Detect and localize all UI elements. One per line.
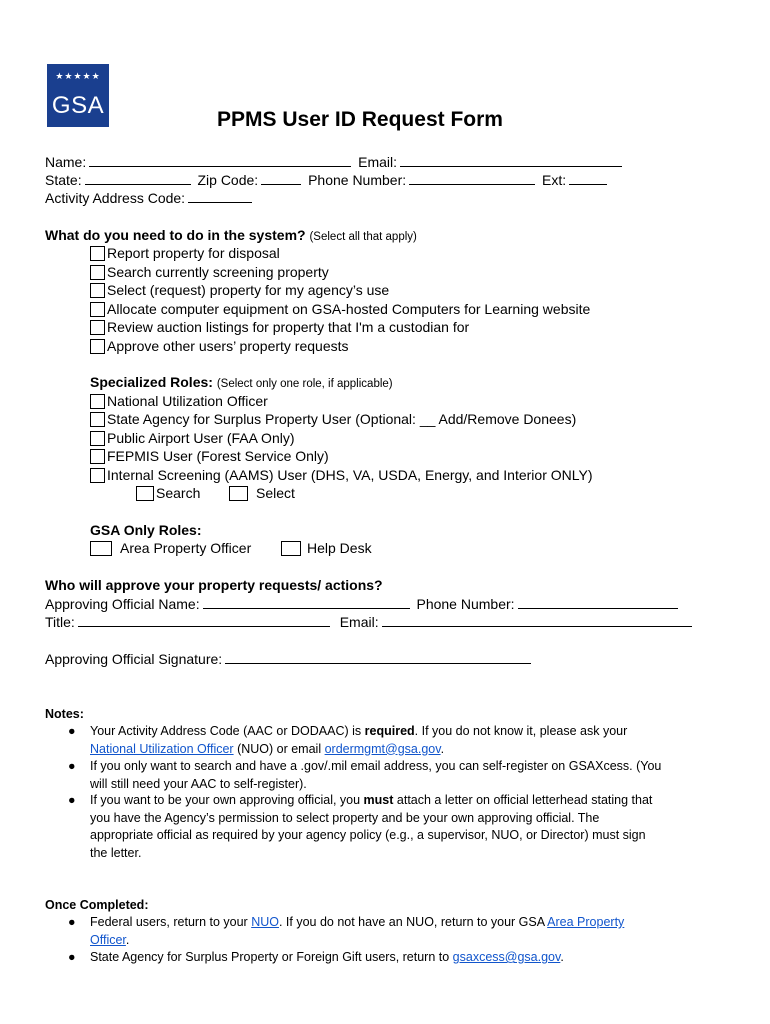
gsa-role-checkbox[interactable] — [281, 541, 301, 556]
row-approver-title-email — [45, 614, 695, 631]
gsa-role-checkbox[interactable] — [90, 541, 112, 556]
task-checkbox[interactable] — [90, 246, 105, 261]
specialized-title: Specialized Roles: — [90, 374, 213, 390]
task-label: Approve other users’ property requests — [107, 337, 349, 354]
task-checkbox[interactable] — [90, 320, 105, 335]
aams-select-checkbox[interactable] — [229, 486, 248, 501]
note-text: (NUO) or email — [233, 741, 325, 756]
name-label: Name: — [45, 154, 87, 170]
row-approver-name-phone — [45, 596, 681, 613]
aac-label: Activity Address Code: — [45, 190, 186, 206]
task-item[interactable] — [90, 282, 389, 299]
bullet-icon: ● — [68, 724, 76, 738]
bullet-icon: ● — [68, 793, 76, 807]
phone-label: Phone Number: — [308, 172, 407, 188]
note-text: you have the Agency’s permission to select property and be your own approving official. The — [90, 810, 600, 825]
note-item — [68, 758, 750, 793]
note-bold: required — [364, 724, 415, 738]
area-property-officer-link[interactable]: Area Property — [547, 915, 625, 929]
note-text: will still need your AAC to self-register). — [90, 776, 307, 791]
specialized-hint: (Select only one role, if applicable) — [216, 378, 393, 390]
aams-search-label: Search — [156, 485, 201, 501]
aams-select-label: Select — [256, 485, 295, 501]
logo-text: GSA — [51, 92, 105, 119]
note-text: attach a letter on official letterhead stating that — [393, 793, 653, 807]
email-field[interactable] — [400, 154, 622, 167]
role-label: FEPMIS User (Forest Service Only) — [107, 448, 329, 464]
completed-heading: Once Completed: — [45, 898, 149, 912]
aams-search-checkbox[interactable] — [136, 486, 154, 501]
completed-text: . If you do not have an NUO, return to your GSA — [278, 915, 548, 929]
task-label: Report property for disposal — [107, 245, 280, 261]
state-label: State: — [45, 172, 82, 188]
role-item[interactable] — [90, 467, 593, 484]
role-item[interactable] — [90, 448, 329, 465]
zip-label: Zip Code: — [197, 172, 259, 188]
completed-text: State Agency for Surplus Property or Foreign Gift users, return to — [90, 950, 453, 964]
specialized-heading — [90, 374, 393, 393]
role-label: Internal Screening (AAMS) User (DHS, VA, USDA, Energy, and Interior ONLY) — [107, 466, 593, 483]
task-item[interactable] — [90, 301, 590, 318]
note-text: Your Activity Address Code (AAC or DODAAC) is — [90, 724, 365, 738]
task-item[interactable] — [90, 338, 349, 355]
note-text: . — [440, 741, 445, 756]
phone-field[interactable] — [409, 172, 535, 185]
note-text: If you only want to search and have a .gov/.mil email address, you can self-register on GSAXcess. (You — [90, 759, 662, 773]
role-item[interactable] — [90, 411, 576, 428]
role-checkbox[interactable] — [90, 431, 105, 446]
role-item[interactable] — [90, 430, 295, 447]
note-text: the letter. — [90, 845, 142, 860]
role-checkbox[interactable] — [90, 394, 105, 409]
signature-label: Approving Official Signature: — [45, 651, 223, 667]
gsaxcess-email-link[interactable]: gsaxcess@gsa.gov — [452, 950, 561, 964]
zip-field[interactable] — [261, 172, 301, 185]
state-field[interactable] — [85, 172, 191, 185]
gsa-only-heading: GSA Only Roles: — [90, 522, 202, 538]
approver-title-label: Title: — [45, 614, 75, 630]
note-bold: must — [363, 793, 394, 807]
approver-phone-label: Phone Number: — [416, 596, 515, 612]
logo-stars: ★★★★★ — [55, 71, 101, 81]
approver-name-field[interactable] — [203, 596, 410, 609]
note-text: If you want to be your own approving official, you — [90, 793, 364, 807]
task-item[interactable] — [90, 264, 329, 281]
row-aac — [45, 190, 255, 207]
gsa-role-label: Area Property Officer — [120, 540, 252, 556]
nuo-link[interactable]: NUO — [251, 915, 279, 929]
role-checkbox[interactable] — [90, 412, 105, 427]
role-checkbox[interactable] — [90, 468, 105, 483]
approver-title-field[interactable] — [78, 614, 330, 627]
task-checkbox[interactable] — [90, 339, 105, 354]
task-label: Select (request) property for my agency’s use — [107, 282, 390, 298]
note-item — [68, 792, 750, 862]
approver-email-field[interactable] — [382, 614, 692, 627]
approver-email-label: Email: — [339, 614, 379, 630]
task-checkbox[interactable] — [90, 302, 105, 317]
aams-search-option[interactable] — [136, 485, 200, 502]
completed-item — [68, 949, 750, 967]
ordermgmt-email-link[interactable]: ordermgmt@gsa.gov — [324, 741, 441, 756]
aams-select-option[interactable] — [229, 485, 295, 502]
completed-item — [68, 914, 750, 949]
approval-heading: Who will approve your property requests/ actions? — [45, 577, 383, 593]
task-item[interactable] — [90, 245, 280, 262]
task-item[interactable] — [90, 319, 469, 336]
row-name-email — [45, 154, 625, 171]
question1-heading — [45, 227, 417, 246]
aac-field[interactable] — [188, 190, 252, 203]
row-signature — [45, 651, 534, 668]
role-label: National Utilization Officer — [107, 392, 268, 409]
bullet-icon: ● — [68, 759, 76, 773]
nuo-link[interactable]: National Utilization Officer — [90, 741, 234, 756]
notes-heading: Notes: — [45, 707, 84, 721]
ext-field[interactable] — [569, 172, 607, 185]
signature-field[interactable] — [225, 651, 531, 664]
page-title: PPMS User ID Request Form — [217, 108, 503, 131]
question1-text: What do you need to do in the system? — [45, 227, 306, 243]
task-checkbox[interactable] — [90, 265, 105, 280]
name-field[interactable] — [89, 154, 351, 167]
question1-hint: (Select all that apply) — [309, 231, 417, 243]
role-label: Public Airport User (FAA Only) — [107, 429, 295, 446]
role-item[interactable] — [90, 393, 268, 410]
role-checkbox[interactable] — [90, 449, 105, 464]
task-label: Review auction listings for property that I'm a custodian for — [107, 319, 470, 335]
task-label: Search currently screening property — [107, 263, 329, 280]
completed-text: . — [560, 950, 564, 964]
task-label: Allocate computer equipment on GSA-hosted Computers for Learning website — [107, 300, 591, 317]
approver-name-label: Approving Official Name: — [45, 596, 200, 612]
ext-label: Ext: — [542, 172, 567, 188]
note-text: . If you do not know it, please ask your — [414, 724, 628, 738]
bullet-icon: ● — [68, 950, 76, 964]
gsa-role-item[interactable] — [90, 540, 251, 557]
bullet-icon: ● — [68, 915, 76, 929]
note-text: appropriate official as required by your agency policy (e.g., a supervisor, NUO, or Director) must sign — [90, 828, 646, 842]
gsa-role-item[interactable] — [281, 540, 372, 557]
row-state-zip-phone — [45, 172, 610, 189]
email-label: Email: — [358, 154, 398, 170]
gsa-role-label: Help Desk — [307, 540, 372, 556]
area-property-officer-link[interactable]: Officer — [90, 932, 126, 947]
role-label: State Agency for Surplus Property User (Optional: __ Add/Remove Donees) — [107, 411, 577, 427]
completed-text: . — [125, 932, 130, 947]
completed-text: Federal users, return to your — [90, 915, 252, 929]
task-checkbox[interactable] — [90, 283, 105, 298]
note-item — [68, 723, 750, 758]
approver-phone-field[interactable] — [518, 596, 678, 609]
